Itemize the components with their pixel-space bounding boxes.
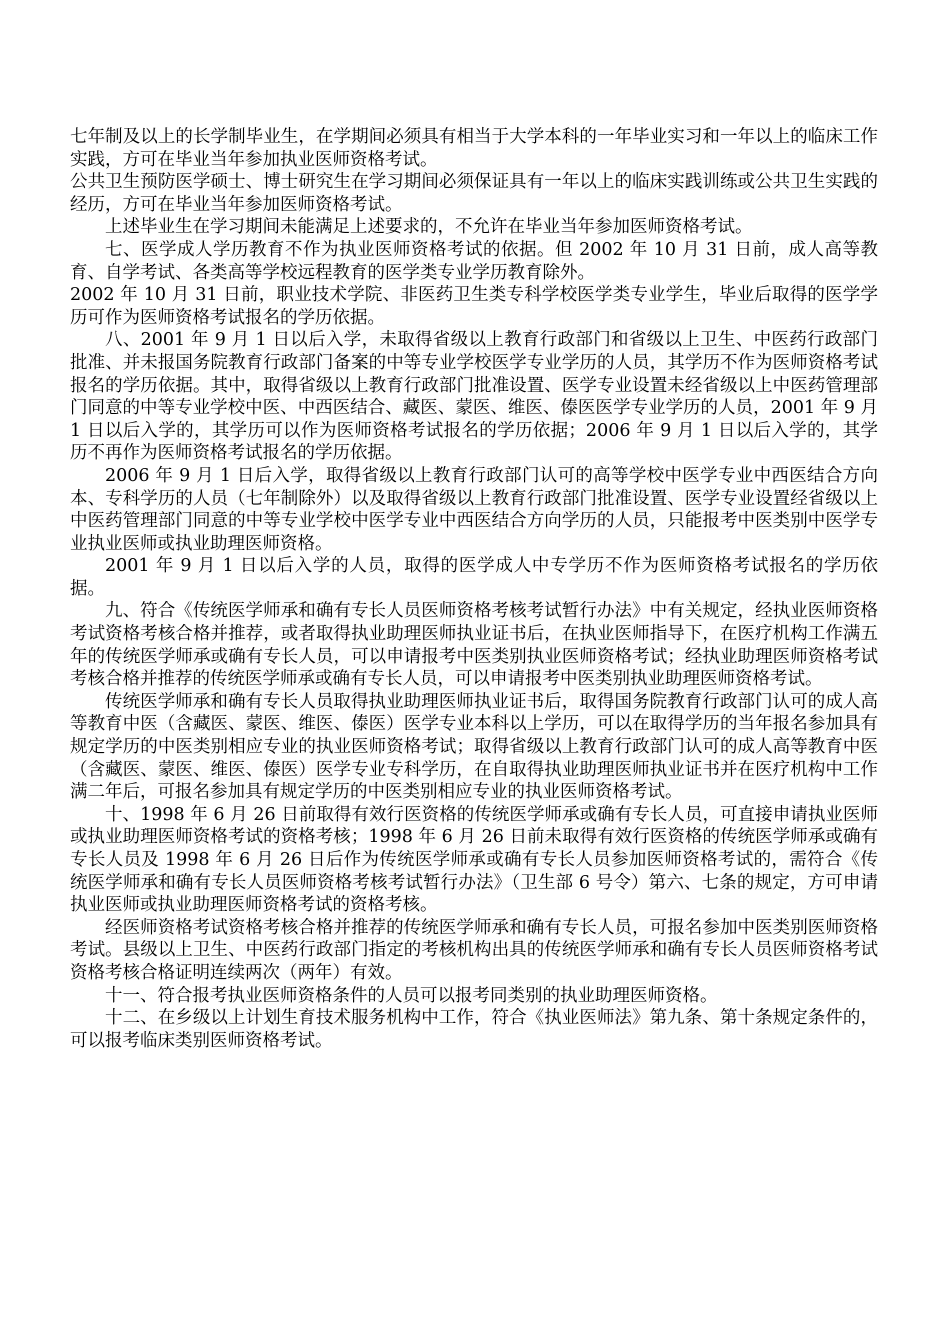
paragraph-7: 2001 年 9 月 1 日以后入学的人员，取得的医学成人中专学历不作为医师资格考试报名的学历依据。 [70, 556, 878, 599]
paragraph-11: 经医师资格考试资格考核合格并推荐的传统医学师承和确有专长人员，可报名参加中医类别医师资格考试。县级以上卫生、中医药行政部门指定的考核机构出具的传统医学师承和确有专长人员医师资格考试资格考核合格证明连续两次（两年）有效。 [70, 917, 878, 983]
paragraph-3: 七、医学成人学历教育不作为执业医师资格考试的依据。但 2002 年 10 月 31 日前，成人高等教育、自学考试、各类高等学校远程教育的医学类专业学历教育除外。 [70, 239, 878, 283]
paragraph-2: 上述毕业生在学习期间未能满足上述要求的，不允许在毕业当年参加医师资格考试。 [105, 217, 753, 238]
paragraph-12: 十一、符合报考执业医师资格条件的人员可以报考同类别的执业助理医师资格。 [105, 985, 718, 1006]
paragraph-8: 九、符合《传统医学师承和确有专长人员医师资格考核考试暂行办法》中有关规定，经执业医师资格考试资格考核合格并推荐，或者取得执业助理医师执业证书后，在执业医师指导下，在医疗机构工作满五年的传统医学师承或确有专长人员，可以申请报考中医类别执业医师资格考试；经执业助理医师资格考试考核合格并推荐的传统医学师承或确有专长人员，可以申请报考中医类别执业助理医师资格考试。 [70, 601, 878, 690]
paragraph-4: 2002 年 10 月 31 日前，职业技术学院、非医药卫生类专科学校医学类专业学生，毕业后取得的医学学历可作为医师资格考试报名的学历依据。 [70, 285, 878, 328]
paragraph-0: 七年制及以上的长学制毕业生，在学期间必须具有相当于大学本科的一年毕业实习和一年以上的临床工作实践，方可在毕业当年参加执业医师资格考试。 [70, 127, 878, 170]
paragraph-13: 十二、在乡级以上计划生育技术服务机构中工作，符合《执业医师法》第九条、第十条规定条件的，可以报考临床类别医师资格考试。 [70, 1008, 878, 1051]
paragraph-9: 传统医学师承和确有专长人员取得执业助理医师执业证书后，取得国务院教育行政部门认可的成人高等教育中医（含藏医、蒙医、维医、傣医）医学专业本科以上学历，可以在取得学历的当年报名参加具有规定学历的中医类别相应专业的执业医师资格考试；取得省级以上教育行政部门认可的成人高等教育中医（含藏医、蒙医、维医、傣医）医学专业专科学历，在自取得执业助理医师执业证书并在医疗机构中工作满二年后，可报名参加具有规定学历的中医类别相应专业的执业医师资格考试。 [70, 691, 878, 803]
paragraph-6: 2006 年 9 月 1 日后入学，取得省级以上教育行政部门认可的高等学校中医学专业中西医结合方向本、专科学历的人员（七年制除外）以及取得省级以上教育行政部门批准设置、医学专业设置经省级以上中医药管理部门同意的中等专业学校中医学专业中西医结合方向学历的人员，只能报考中医类别中医学专业执业医师或执业助理医师资格。 [70, 465, 878, 554]
paragraph-5: 八、2001 年 9 月 1 日以后入学，未取得省级以上教育行政部门和省级以上卫生、中医药行政部门批准、并未报国务院教育行政部门备案的中等专业学校医学专业学历的人员，其学历不作为医师资格考试报名的学历依据。其中，取得省级以上教育行政部门批准设置、医学专业设置未经省级以上中医药管理部门同意的中等专业学校中医、中西医结合、藏医、蒙医、维医、傣医医学专业学历的人员，2001 年 9 月 1 日以后入学的，其学历可以作为医师资格考试报名的学历依据；2006 年 9 月 1 日以后入学的，其学历不再作为医师资格考试报名的学历依据。 [70, 330, 878, 464]
document-body [70, 126, 878, 1052]
paragraph-10: 十、1998 年 6 月 26 日前取得有效行医资格的传统医学师承或确有专长人员，可直接申请执业医师或执业助理医师资格考试的资格考核；1998 年 6 月 26 日前未取得有效行医资格的传统医学师承或确有专长人员及 1998 年 6 月 26 日后作为传统医学师承或确有专长人员参加医师资格考试的，需符合《传统医学师承和确有专长人员医师资格考核考试暂行办法》（卫生部 6 号令）第六、七条的规定，方可申请执业医师或执业助理医师资格考试的资格考核。 [70, 804, 878, 916]
paragraph-1: 公共卫生预防医学硕士、博士研究生在学习期间必须保证具有一年以上的临床实践训练或公共卫生实践的经历，方可在毕业当年参加医师资格考试。 [70, 172, 878, 215]
